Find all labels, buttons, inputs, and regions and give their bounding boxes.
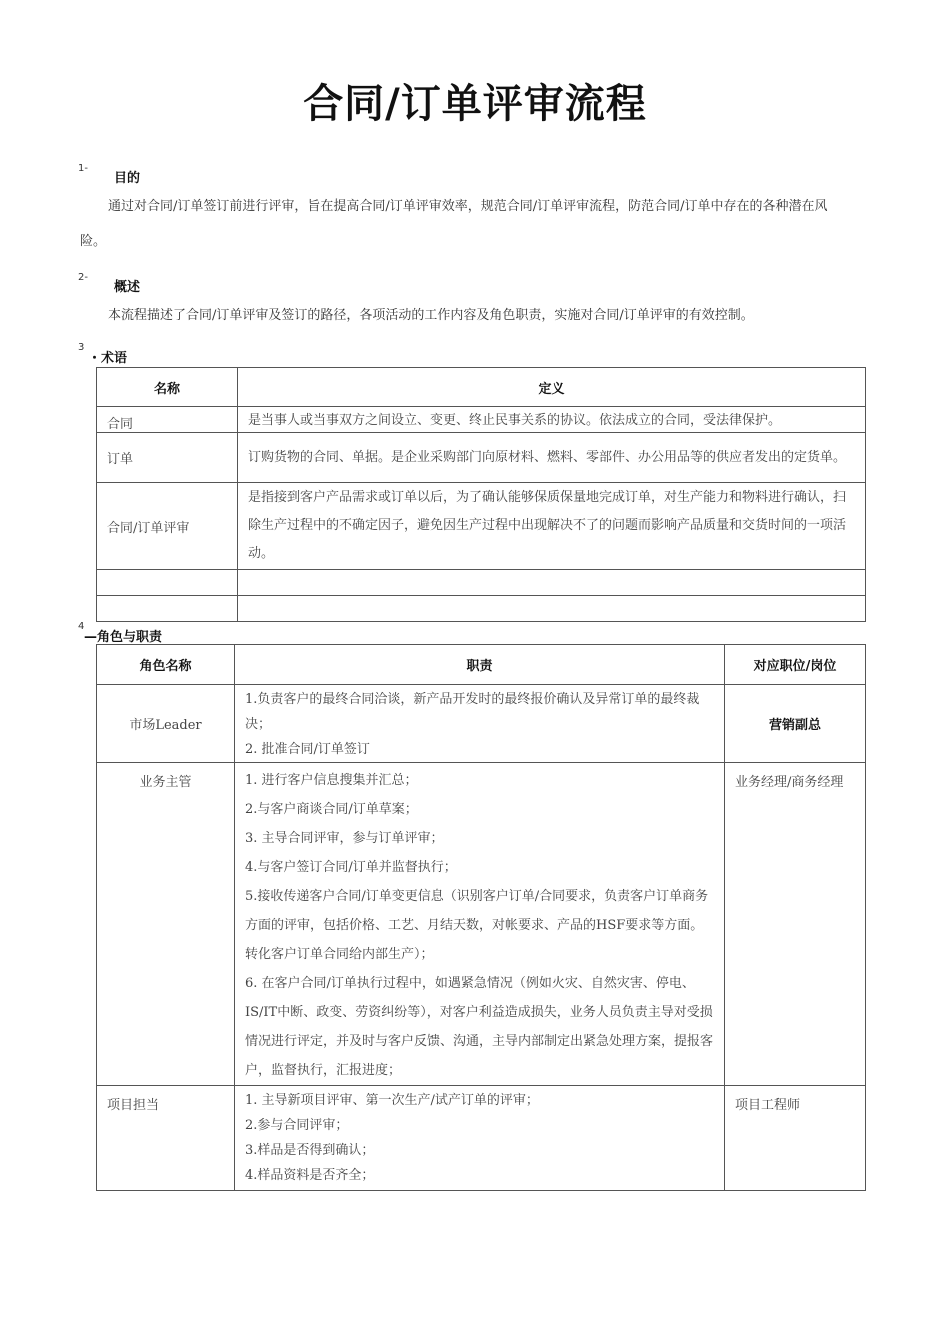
- table-row: [97, 763, 866, 1086]
- role-name: 市场Leader: [97, 685, 235, 763]
- duty-item: 2.与客户商谈合同/订单草案；: [245, 802, 418, 817]
- role-name: 业务主管: [97, 763, 235, 1086]
- term-definition: 订购货物的合同、单据。是企业采购部门向原材料、燃料、零部件、办公用品等的供应者发出的定货单。: [238, 433, 866, 483]
- duty-item: 1.负责客户的最终合同洽谈，新产品开发时的最终报价确认及异常订单的最终裁决；: [245, 692, 700, 732]
- roles-header-role: 角色名称: [97, 645, 235, 685]
- role-duties: [235, 685, 725, 763]
- role-duties: [235, 1086, 725, 1191]
- table-row: [97, 433, 866, 483]
- section-2-title: 概述: [114, 280, 141, 295]
- table-row: [97, 483, 866, 570]
- term-name: [97, 570, 238, 596]
- term-definition: 是指接到客户产品需求或订单以后，为了确认能够保质保量地完成订单，对生产能力和物料进行确认，扫除生产过程中的不确定因子，避免因生产过程中出现解决不了的问题而影响产品质量和交货时间的一项活动。: [238, 483, 866, 570]
- terms-table: [96, 367, 866, 622]
- term-definition: [238, 570, 866, 596]
- roles-table: [96, 644, 866, 1191]
- term-definition: [238, 596, 866, 622]
- term-definition: 是当事人或当事双方之间设立、变更、终止民事关系的协议。依法成立的合同，受法律保护。: [238, 407, 866, 433]
- table-row: [97, 596, 866, 622]
- duty-item: 4.样品资料是否齐全；: [245, 1168, 375, 1183]
- terms-header-definition: 定义: [238, 368, 866, 407]
- page-title: 合同/订单评审流程: [303, 81, 647, 127]
- duty-item: 6. 在客户合同/订单执行过程中，如遇紧急情况（例如火灾、自然灾害、停电、IS/IT中断、政变、劳资纠纷等），对客户利益造成损失，业务人员负责主导对受损情况进行评定，并及时与客户反馈、沟通，主导内部制定出紧急处理方案，提报客户，监督执行，汇报进度；: [245, 976, 714, 1078]
- duty-item: 3. 主导合同评审，参与订单评审；: [245, 831, 444, 846]
- section-3-number: 3: [78, 342, 85, 353]
- roles-header-position: 对应职位/岗位: [725, 645, 866, 685]
- terms-header-name: 名称: [97, 368, 238, 407]
- role-position: 营销副总: [725, 685, 866, 763]
- section-1-text-line2: 险。: [80, 234, 107, 249]
- section-4-number: 4: [78, 621, 85, 632]
- duty-item: 5.接收传递客户合同/订单变更信息（识别客户订单/合同要求，负责客户订单商务方面的评审，包括价格、工艺、月结天数，对帐要求、产品的HSF要求等方面。转化客户订单合同给内部生产）；: [245, 889, 709, 962]
- section-3-title: ・术语: [88, 351, 128, 366]
- section-1-number: 1-: [78, 163, 88, 174]
- role-duties: [235, 763, 725, 1086]
- duty-item: 1. 进行客户信息搜集并汇总；: [245, 773, 418, 788]
- table-row: [97, 1086, 866, 1191]
- term-name: [97, 596, 238, 622]
- role-name: 项目担当: [97, 1086, 235, 1191]
- term-name: 合同/订单评审: [97, 483, 238, 570]
- table-row: [97, 407, 866, 433]
- role-position: 业务经理/商务经理: [725, 763, 866, 1086]
- table-row: [97, 685, 866, 763]
- term-name: 合同: [97, 407, 238, 433]
- table-row: [97, 570, 866, 596]
- duty-item: 2.参与合同评审；: [245, 1118, 349, 1133]
- roles-header-duties: 职责: [235, 645, 725, 685]
- section-1-text-line1: 通过对合同/订单签订前进行评审，旨在提高合同/订单评审效率，规范合同/订单评审流程，防范合同/订单中存在的各种潜在风: [108, 199, 828, 214]
- section-2-text: 本流程描述了合同/订单评审及签订的路径，各项活动的工作内容及角色职责，实施对合同/订单评审的有效控制。: [108, 308, 754, 323]
- section-2-number: 2-: [78, 272, 88, 283]
- duty-item: 2. 批准合同/订单签订: [245, 742, 370, 757]
- term-name: 订单: [97, 433, 238, 483]
- section-4-title: —角色与职责: [84, 630, 163, 645]
- duty-item: 4.与客户签订合同/订单并监督执行；: [245, 860, 457, 875]
- duty-item: 3.样品是否得到确认；: [245, 1143, 375, 1158]
- section-1-title: 目的: [114, 171, 141, 186]
- role-position: 项目工程师: [725, 1086, 866, 1191]
- duty-item: 1. 主导新项目评审、第一次生产/试产订单的评审；: [245, 1093, 539, 1108]
